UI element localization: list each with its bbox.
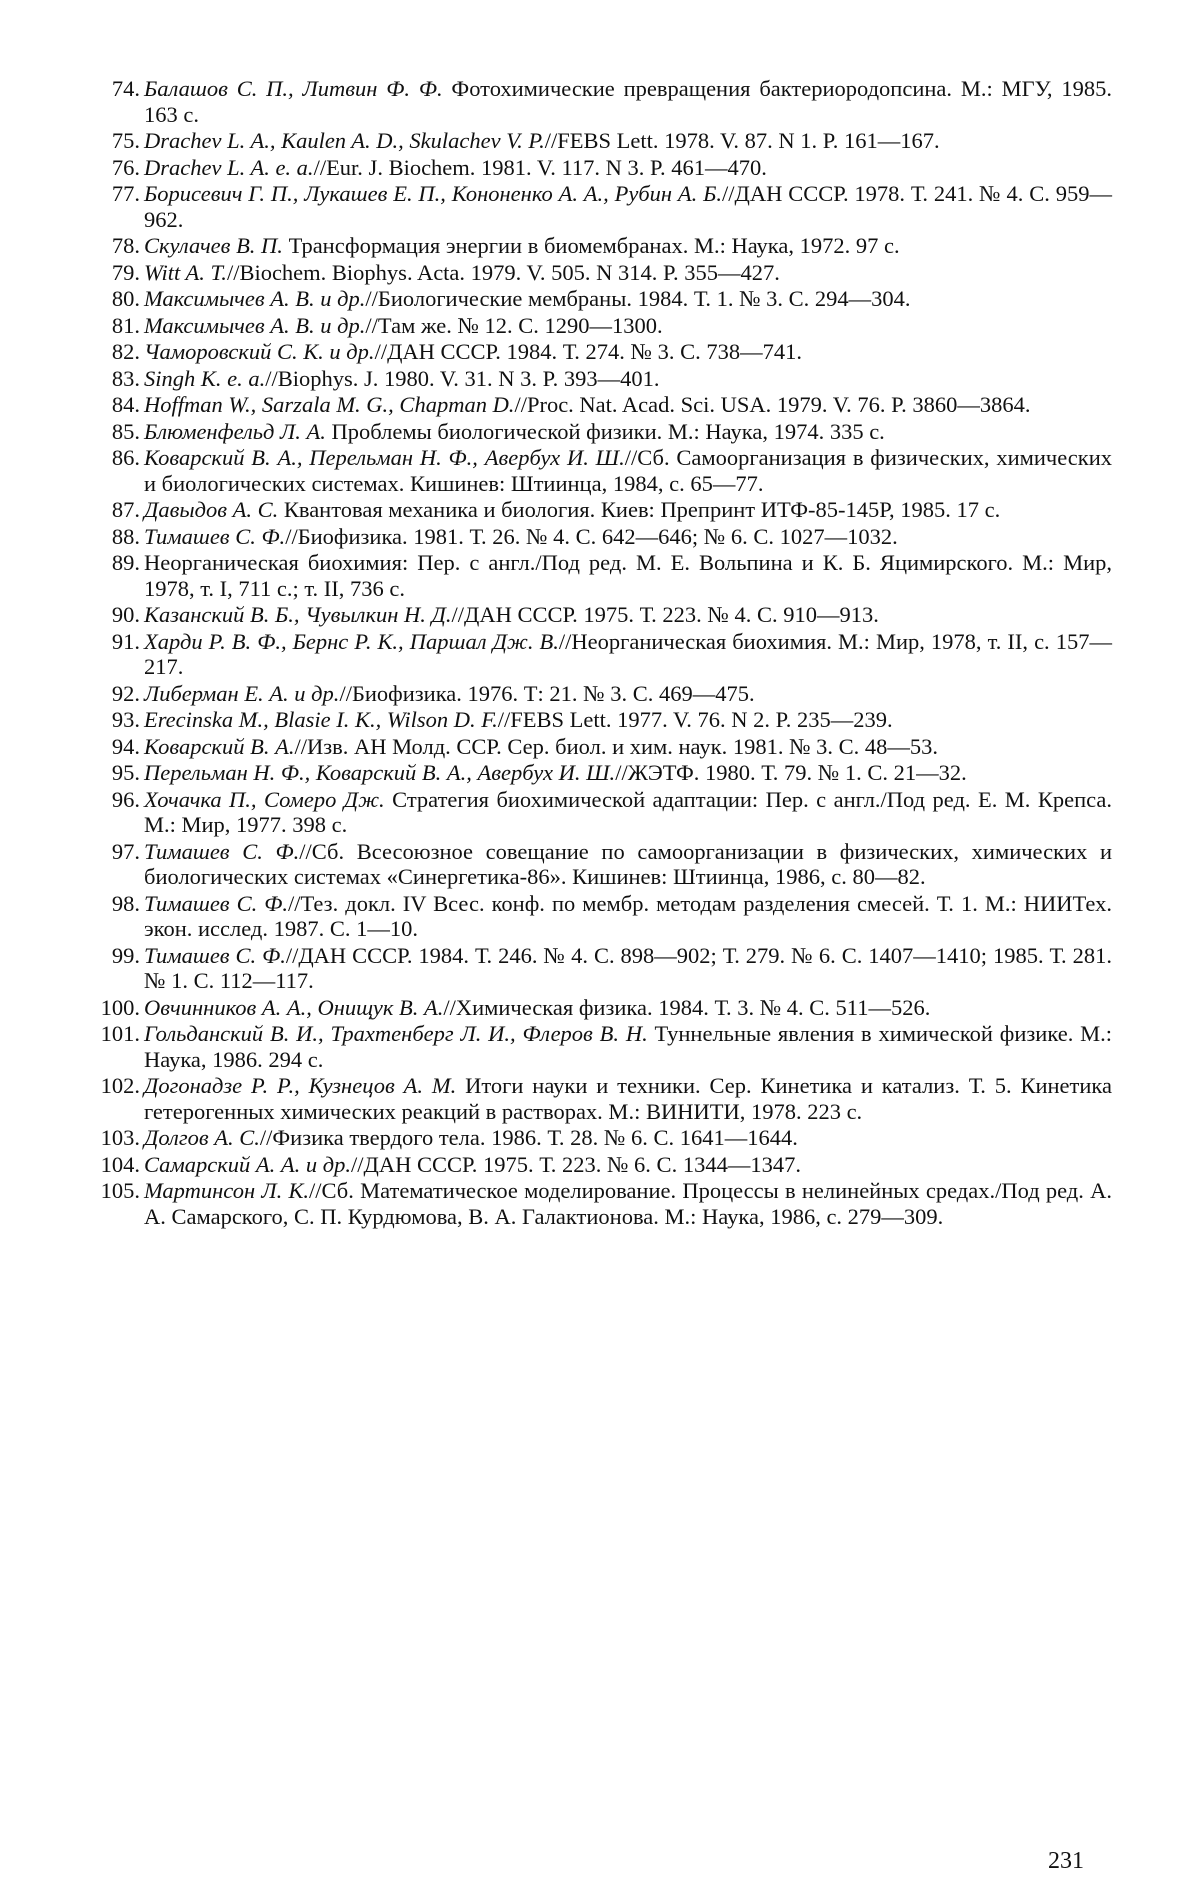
reference-item <box>90 260 1112 286</box>
reference-text: //Биофизика. 1981. Т. 26. № 4. С. 642—646; № 6. С. 1027—1032. <box>285 523 898 549</box>
reference-number: 104. <box>100 1151 140 1177</box>
reference-authors: Догонадзе Р. Р., Кузнецов А. М. <box>144 1073 457 1098</box>
reference-authors: Singh K. e. a. <box>144 365 266 391</box>
reference-number: 84. <box>111 392 140 417</box>
reference-authors: Давыдов А. С. <box>144 497 279 522</box>
reference-item <box>90 76 1112 127</box>
reference-authors: Блюменфельд Л. А. <box>144 418 326 444</box>
reference-item <box>90 339 1112 365</box>
reference-number: 76. <box>111 154 140 180</box>
reference-item <box>90 891 1112 942</box>
reference-authors: Максимычев А. В. и др. <box>144 286 366 311</box>
reference-text: //ДАН СССР. 1984. Т. 274. № 3. С. 738—741. <box>374 339 802 364</box>
reference-number: 88. <box>111 523 140 549</box>
reference-item <box>90 419 1112 445</box>
reference-number: 98. <box>111 890 140 916</box>
reference-text: //ДАН СССР. 1975. Т. 223. № 6. С. 1344—1347. <box>351 1151 801 1177</box>
reference-item <box>90 1073 1112 1124</box>
reference-item <box>90 155 1112 181</box>
reference-authors: Мартинсон Л. К. <box>144 1178 310 1203</box>
reference-item <box>90 734 1112 760</box>
reference-text: //Proc. Nat. Acad. Sci. USA. 1979. V. 76. P. 3860—3864. <box>514 392 1031 417</box>
reference-text: //FEBS Lett. 1977. V. 76. N 2. P. 235—239. <box>497 707 893 732</box>
reference-text: //Сб. Всесоюзное совещание по самоорганизации в физических, химических и биологических системах «Синергетика-86». Кишинев: Штиинца, 1986, с. 80—82. <box>144 838 1112 889</box>
reference-number: 74. <box>111 76 140 101</box>
reference-authors: Борисевич Г. П., Лукашев Е. П., Кононенко А. А., Рубин А. Б. <box>144 181 723 206</box>
reference-text: //Биологические мембраны. 1984. Т. 1. № 3. С. 294—304. <box>365 286 911 311</box>
reference-item <box>90 233 1112 259</box>
reference-authors: Скулачев В. П. <box>144 233 283 258</box>
reference-item <box>90 995 1112 1021</box>
reference-text: //Biochem. Biophys. Acta. 1979. V. 505. N 314. P. 355—427. <box>226 259 780 285</box>
reference-text: //ЖЭТФ. 1980. Т. 79. № 1. С. 21—32. <box>615 760 967 785</box>
reference-item <box>90 313 1112 339</box>
reference-item <box>90 1125 1112 1151</box>
reference-number: 86. <box>111 445 140 470</box>
reference-authors: Овчинников А. А., Онищук В. А. <box>144 994 444 1020</box>
reference-text: Квантовая механика и биология. Киев: Препринт ИТФ-85-145Р, 1985. 17 с. <box>278 497 1001 522</box>
reference-text: Туннельные явления в химической физике. М.: Наука, 1986. 294 с. <box>144 1021 1113 1072</box>
reference-item <box>90 602 1112 628</box>
reference-number: 83. <box>111 365 140 391</box>
reference-number: 97. <box>111 838 140 864</box>
reference-text: //Biophys. J. 1980. V. 31. N 3. P. 393—401. <box>265 365 660 391</box>
reference-text: //Сб. Самоорганизация в физических, химических и биологических системах. Кишинев: Штиинца, 1984, с. 65—77. <box>144 445 1112 496</box>
reference-number: 89. <box>111 550 140 575</box>
reference-authors: Hoffman W., Sarzala M. G., Chapman D. <box>144 392 515 417</box>
reference-authors: Либерман Е. А. и др. <box>144 680 340 706</box>
reference-authors: Тимашев С. Ф. <box>144 523 286 549</box>
reference-authors: Drachev L. A., Kaulen A. D., Skulachev V. P. <box>144 128 545 153</box>
reference-authors: Максимычев А. В. и др. <box>144 312 366 338</box>
reference-item <box>90 707 1112 733</box>
reference-text: //Eur. J. Biochem. 1981. V. 117. N 3. P. 461—470. <box>313 154 767 180</box>
reference-authors: Drachev L. A. e. a. <box>144 154 314 180</box>
reference-item <box>90 181 1112 232</box>
reference-item <box>90 366 1112 392</box>
reference-number: 102. <box>100 1073 140 1098</box>
reference-item <box>90 392 1112 418</box>
reference-item <box>90 681 1112 707</box>
reference-number: 85. <box>111 418 140 444</box>
reference-authors: Тимашев С. Ф. <box>144 942 286 968</box>
reference-text: Стратегия биохимической адаптации: Пер. с англ./Под ред. Е. М. Крепса. М.: Мир, 1977. 398 с. <box>144 786 1112 837</box>
reference-authors: Харди Р. В. Ф., Бернс Р. К., Паршал Дж. В. <box>144 628 559 654</box>
reference-text: //FEBS Lett. 1978. V. 87. N 1. P. 161—167. <box>544 128 940 153</box>
reference-number: 103. <box>100 1125 140 1150</box>
reference-item <box>90 445 1112 496</box>
page-number: 231 <box>1048 1848 1084 1874</box>
reference-authors: Перельман Н. Ф., Коварский В. А., Авербух И. Ш. <box>144 760 616 785</box>
reference-item <box>90 943 1112 994</box>
reference-text: Неорганическая биохимия: Пер. с англ./Под ред. М. Е. Вольпина и К. Б. Яцимирского. М.: Мир, 1978, т. I, 711 с.; т. II, 736 с. <box>144 550 1112 601</box>
reference-text: Итоги науки и техники. Сер. Кинетика и катализ. Т. 5. Кинетика гетерогенных химических реакций в растворах. М.: ВИНИТИ, 1978. 223 с. <box>144 1073 1112 1124</box>
reference-authors: Чаморовский С. К. и др. <box>144 339 375 364</box>
reference-authors: Казанский В. Б., Чувылкин Н. Д. <box>144 602 452 627</box>
reference-number: 75. <box>111 128 140 153</box>
reference-text: //ДАН СССР. 1984. Т. 246. № 4. С. 898—902; Т. 279. № 6. С. 1407—1410; 1985. Т. 281. № 1. С. 112—117. <box>144 942 1112 993</box>
reference-number: 100. <box>100 994 140 1020</box>
reference-text: //Тез. докл. IV Всес. конф. по мембр. методам разделения смесей. Т. 1. М.: НИИТех. экон. исслед. 1987. С. 1—10. <box>144 890 1112 941</box>
reference-number: 81. <box>111 312 140 338</box>
reference-text: //ДАН СССР. 1975. Т. 223. № 4. С. 910—913. <box>451 602 879 627</box>
reference-item <box>90 550 1112 601</box>
reference-number: 101. <box>100 1021 140 1046</box>
reference-authors: Witt A. T. <box>144 259 227 285</box>
reference-number: 105. <box>100 1178 140 1203</box>
reference-number: 91. <box>111 628 140 654</box>
reference-item <box>90 1021 1112 1072</box>
reference-text: //Физика твердого тела. 1986. Т. 28. № 6. С. 1641—1644. <box>259 1125 798 1150</box>
reference-item <box>90 524 1112 550</box>
reference-number: 80. <box>111 286 140 311</box>
reference-authors: Хочачка П., Сомеро Дж. <box>144 786 385 812</box>
reference-item <box>90 497 1112 523</box>
reference-number: 96. <box>111 786 140 812</box>
reference-item <box>90 760 1112 786</box>
reference-authors: Erecinska M., Blasie I. K., Wilson D. F. <box>144 707 498 732</box>
reference-text: //Изв. АН Молд. ССР. Сер. биол. и хим. наук. 1981. № 3. С. 48—53. <box>294 733 939 759</box>
reference-text: //ДАН СССР. 1978. Т. 241. № 4. С. 959—962. <box>144 181 1112 232</box>
reference-number: 99. <box>111 942 140 968</box>
reference-number: 77. <box>111 181 140 206</box>
reference-item <box>90 1178 1112 1229</box>
reference-authors: Гольданский В. И., Трахтенберг Л. И., Флеров В. Н. <box>144 1021 648 1046</box>
reference-text: //Там же. № 12. С. 1290—1300. <box>365 312 663 338</box>
reference-authors: Самарский А. А. и др. <box>144 1151 352 1177</box>
reference-number: 87. <box>111 497 140 522</box>
reference-item <box>90 286 1112 312</box>
reference-authors: Балашов С. П., Литвин Ф. Ф. <box>144 76 443 101</box>
reference-item <box>90 629 1112 680</box>
reference-item <box>90 1152 1112 1178</box>
reference-number: 79. <box>111 259 140 285</box>
reference-text: Трансформация энергии в биомембранах. М.: Наука, 1972. 97 с. <box>282 233 900 258</box>
reference-list <box>90 76 1112 1230</box>
reference-item <box>90 787 1112 838</box>
reference-number: 82. <box>111 339 140 364</box>
reference-authors: Коварский В. А. <box>144 733 295 759</box>
reference-authors: Тимашев С. Ф. <box>144 890 289 916</box>
reference-number: 90. <box>111 602 140 627</box>
reference-number: 93. <box>111 707 140 732</box>
reference-text: Фотохимические превращения бактериородопсина. М.: МГУ, 1985. 163 с. <box>144 76 1112 127</box>
reference-authors: Коварский В. А., Перельман Н. Ф., Авербух И. Ш. <box>144 445 625 470</box>
reference-number: 78. <box>111 233 140 258</box>
reference-text: //Сб. Математическое моделирование. Процессы в нелинейных средах./Под ред. А. А. Самарского, С. П. Курдюмова, В. А. Галактионова. М.: Наука, 1986, с. 279—309. <box>144 1178 1112 1229</box>
reference-authors: Долгов А. С. <box>144 1125 260 1150</box>
reference-item <box>90 839 1112 890</box>
reference-item <box>90 128 1112 154</box>
reference-text: //Неорганическая биохимия. М.: Мир, 1978, т. II, с. 157—217. <box>144 628 1112 679</box>
reference-number: 94. <box>111 733 140 759</box>
reference-text: Проблемы биологической физики. М.: Наука, 1974. 335 с. <box>325 418 885 444</box>
reference-number: 92. <box>111 680 140 706</box>
reference-text: //Биофизика. 1976. Т: 21. № 3. С. 469—475. <box>339 680 755 706</box>
reference-authors: Тимашев С. Ф. <box>144 838 300 864</box>
reference-number: 95. <box>111 760 140 785</box>
reference-text: //Химическая физика. 1984. Т. 3. № 4. С. 511—526. <box>443 994 931 1020</box>
